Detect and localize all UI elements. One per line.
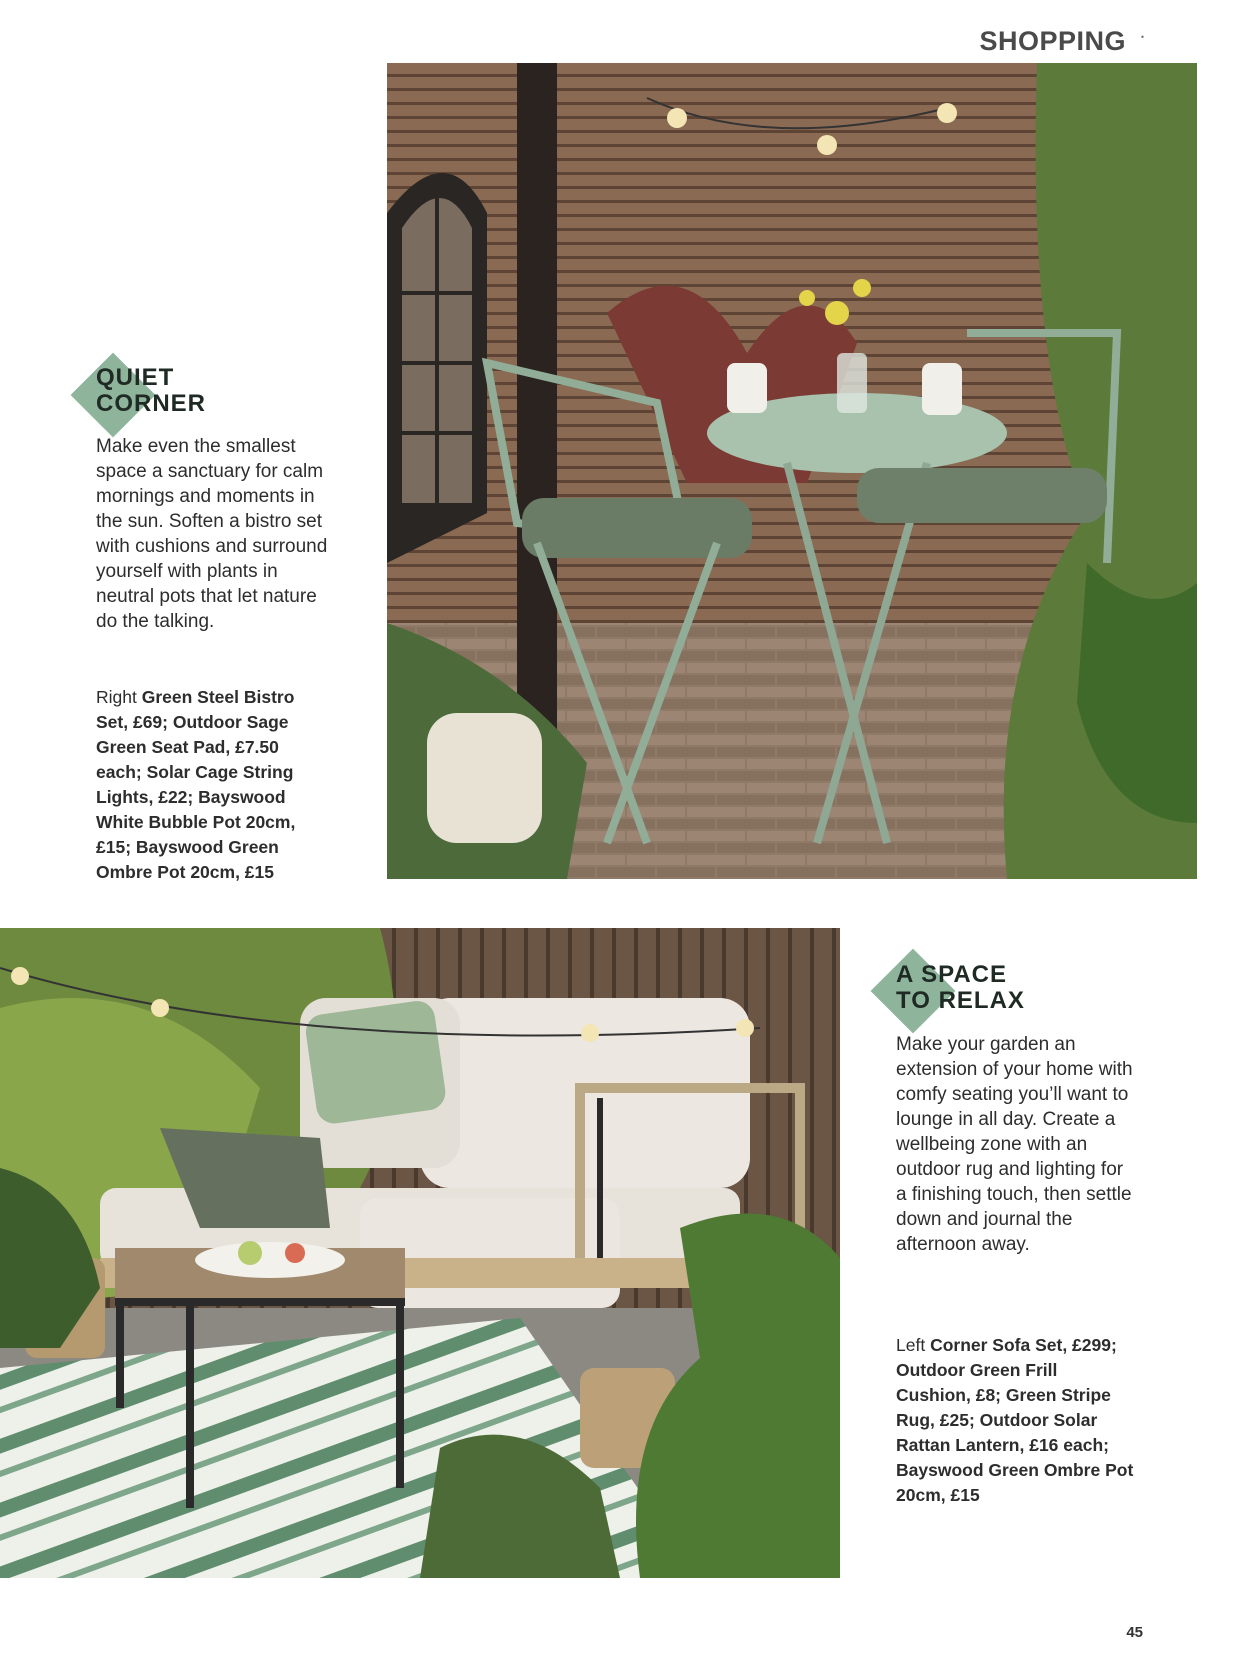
space-to-relax-title: A SPACE TO RELAX [896,961,1025,1014]
credits-text: Corner Sofa Set, £299; Outdoor Green Frill Cushion, £8; Green Stripe Rug, £25; Outdoor Solar Rattan Lantern, £16 each; Bayswood Green Ombre Pot 20cm, £15 [896,1335,1134,1505]
header-mark: • [1140,32,1144,42]
credits-direction: Right [96,687,137,707]
credits-text: Green Steel Bistro Set, £69; Outdoor Sage Green Seat Pad, £7.50 each; Solar Cage String Lights, £22; Bayswood White Bubble Pot 20cm, £15; Bayswood Green Ombre Pot 20cm, £15 [96,687,296,882]
page-number: 45 [1126,1624,1143,1641]
credits-direction: Left [896,1335,926,1355]
corner-sofa-photo [0,928,840,1578]
section-header: SHOPPING [979,26,1126,56]
bistro-set-photo [387,63,1197,879]
space-to-relax-body: Make your garden an extension of your home with comfy seating you’ll want to lounge in all day. Create a wellbeing zone with an outdoor rug and lighting for a finishing touch, then settle down and journal the afternoon away. [896,1034,1133,1255]
space-to-relax-heading [896,962,1025,1014]
space-to-relax-credits [896,1333,1136,1508]
quiet-corner-credits [96,685,326,885]
quiet-corner-title: QUIET CORNER [96,364,207,417]
quiet-corner-heading [96,365,206,417]
quiet-corner-body: Make even the smallest space a sanctuary for calm mornings and moments in the sun. Soften a bistro set with cushions and surround yourself with plants in neutral pots that let nature do the talking. [96,436,328,632]
